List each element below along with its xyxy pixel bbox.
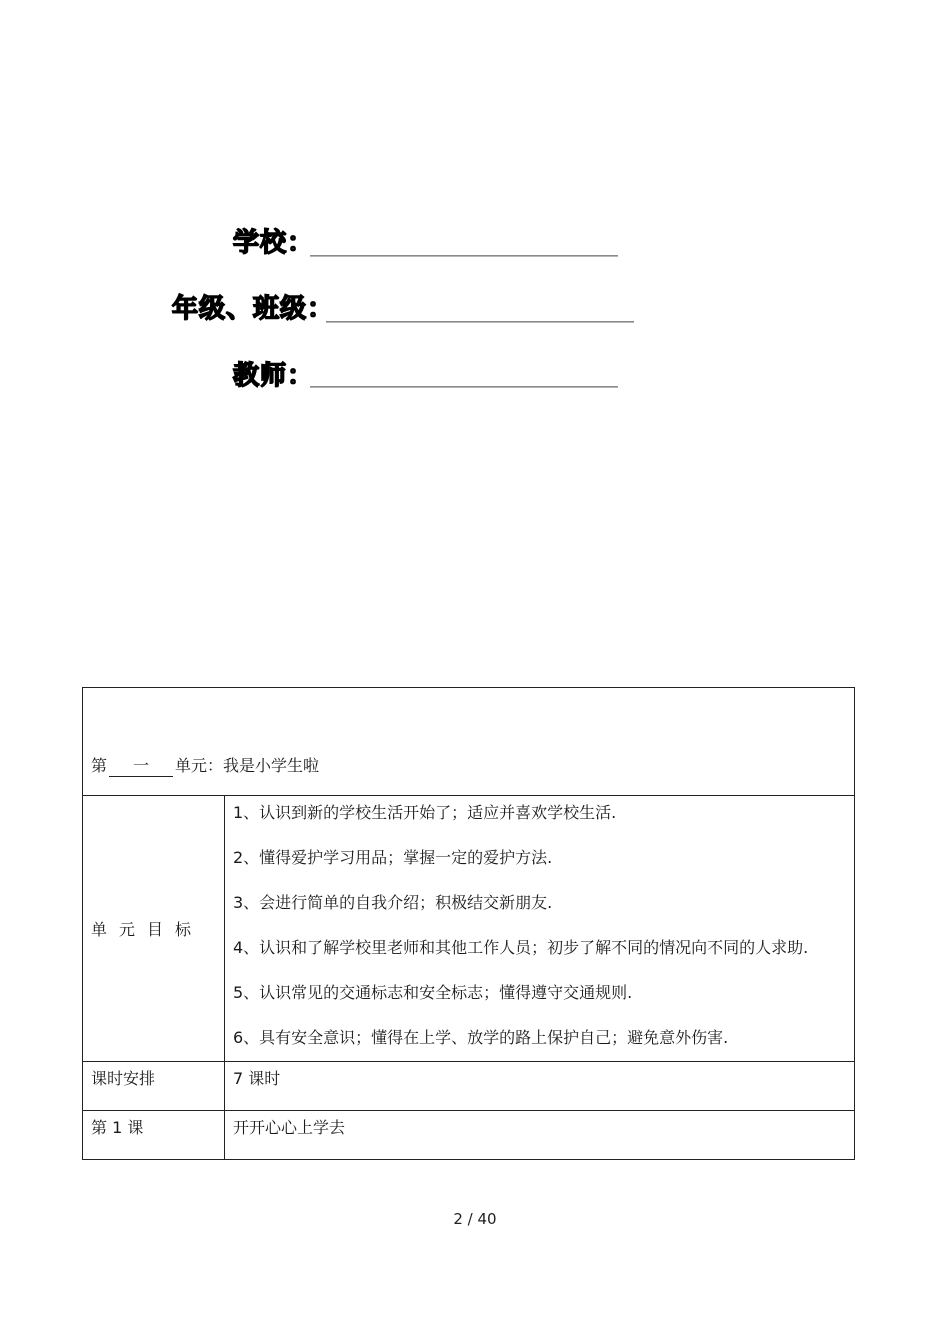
- unit-goals-row: [83, 796, 855, 1062]
- grade-class-label: 年级、班级：: [172, 294, 335, 324]
- goal-item: 6、具有安全意识；懂得在上学、放学的路上保护自己；避免意外伤害.: [233, 1028, 729, 1047]
- school-field-row: [0, 228, 950, 268]
- goal-item: 3、会进行简单的自我介绍；积极结交新朋友.: [233, 893, 553, 912]
- lesson-title: 开开心心上学去: [225, 1111, 855, 1160]
- lesson-label: 第 1 课: [83, 1111, 225, 1160]
- unit-prefix: 第: [91, 756, 108, 775]
- grade-class-blank-line: [326, 321, 634, 323]
- unit-title-row: [83, 688, 855, 796]
- school-blank-line: [310, 255, 618, 257]
- goal-item: 2、懂得爱护学习用品；掌握一定的爱护方法.: [233, 848, 553, 867]
- goal-item: 4、认识和了解学校里老师和其他工作人员；初步了解不同的情况向不同的人求助.: [233, 938, 809, 957]
- grade-class-field-row: [0, 294, 950, 334]
- goal-item: 5、认识常见的交通标志和安全标志；懂得遵守交通规则.: [233, 983, 633, 1002]
- unit-goals-label: 单元目标: [83, 796, 225, 1062]
- unit-number: 一: [109, 753, 173, 777]
- goal-list: [233, 796, 846, 1061]
- teacher-label: 教师：: [233, 361, 315, 391]
- unit-title-cell: [83, 688, 855, 796]
- unit-goals-cell: [225, 796, 855, 1062]
- school-label: 学校：: [233, 228, 315, 258]
- schedule-value: 7 课时: [225, 1062, 855, 1111]
- schedule-row: [83, 1062, 855, 1111]
- teacher-blank-line: [310, 386, 618, 388]
- page-number: 2 / 40: [453, 1210, 497, 1228]
- unit-title: 单元：我是小学生啦: [175, 756, 320, 775]
- goal-item: 1、认识到新的学校生活开始了；适应并喜欢学校生活.: [233, 803, 617, 822]
- schedule-label: 课时安排: [83, 1062, 225, 1111]
- unit-plan-table: [82, 687, 855, 1160]
- lesson-row: [83, 1111, 855, 1160]
- teacher-field-row: [0, 361, 950, 401]
